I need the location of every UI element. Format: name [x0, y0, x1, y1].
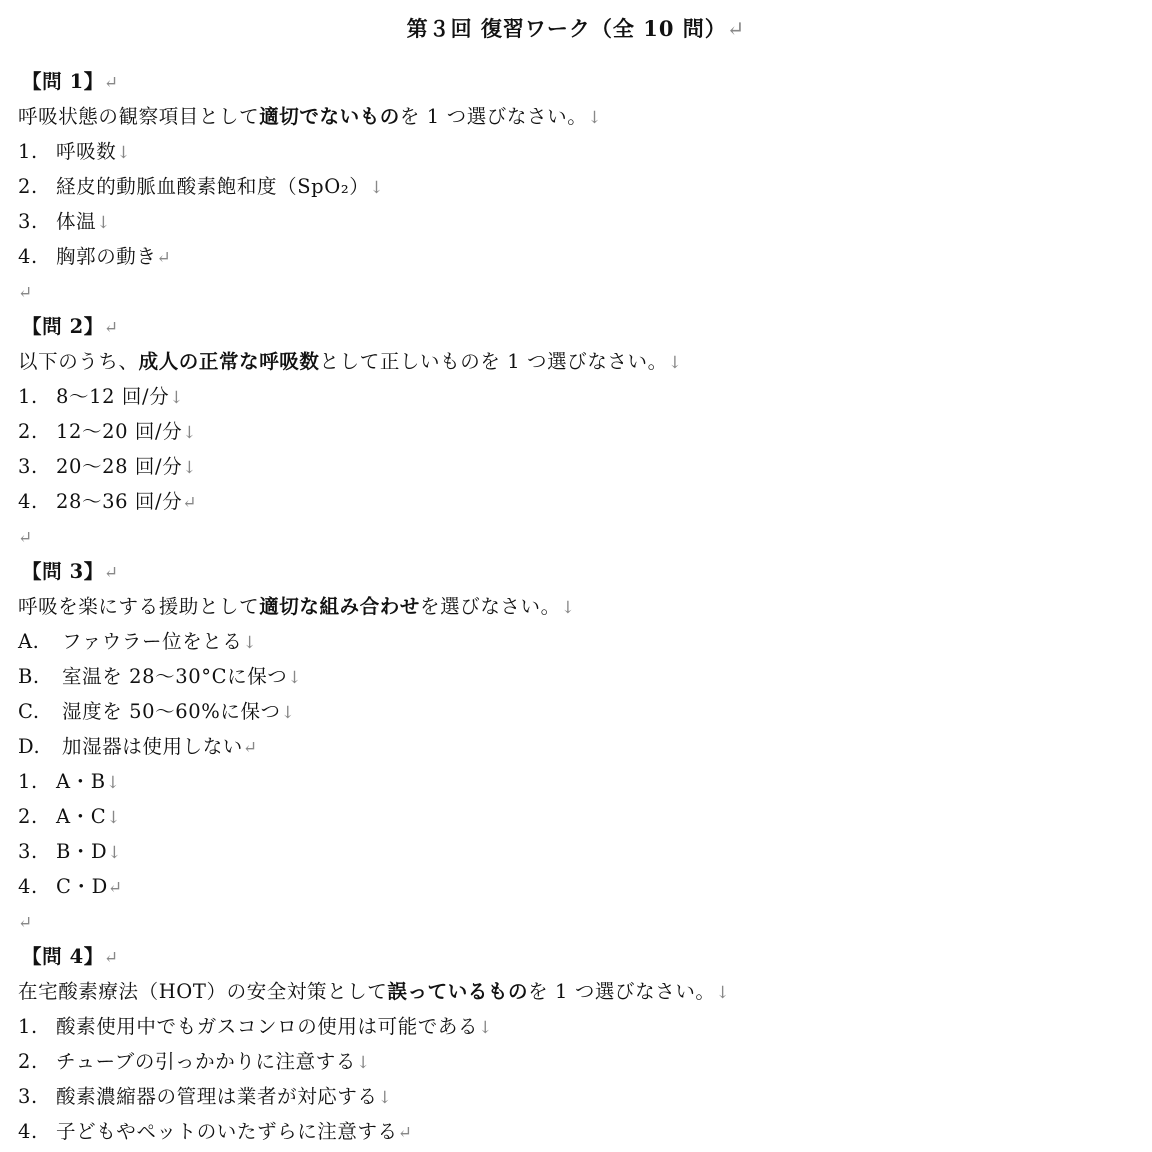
- statement-text: ファウラー位をとる: [62, 630, 243, 653]
- option-number: 3.: [18, 210, 38, 233]
- linebreak-mark: ↓: [478, 1018, 493, 1038]
- statement-label: C.: [18, 700, 40, 723]
- q4-option: [18, 1082, 392, 1112]
- paragraph-mark: ↵: [242, 738, 258, 758]
- option-text: 体温: [56, 210, 97, 233]
- option-text: 呼吸数: [56, 140, 117, 163]
- q3-heading: [22, 557, 119, 587]
- q4-option: [18, 1047, 371, 1077]
- q4-stem: [18, 977, 730, 1007]
- q3-stem: [18, 592, 576, 622]
- q3-heading-text: 【問 3】: [22, 560, 104, 583]
- option-number: 2.: [18, 175, 38, 198]
- q1-stem-emphasis: 適切でないもの: [259, 105, 400, 128]
- option-text: 胸郭の動き: [56, 245, 157, 268]
- q2-heading: [22, 312, 119, 342]
- option-text: 8〜12 回/分: [56, 385, 170, 408]
- q4-stem-pre: 在宅酸素療法（HOT）の安全対策として: [18, 980, 388, 1003]
- q2-option: [18, 487, 197, 517]
- paragraph-mark: ↵: [18, 528, 33, 548]
- q3-option: [18, 837, 122, 867]
- q2-option: [18, 417, 197, 447]
- option-text: 酸素濃縮器の管理は業者が対応する: [56, 1085, 378, 1108]
- q3-option: [18, 767, 121, 797]
- linebreak-mark: ↓: [715, 983, 731, 1003]
- q4-heading-text: 【問 4】: [22, 945, 104, 968]
- option-text: 12〜20 回/分: [56, 420, 183, 443]
- q1-heading: [22, 67, 119, 97]
- linebreak-mark: ↓: [96, 213, 112, 233]
- empty-paragraph: [18, 277, 33, 307]
- q2-stem-emphasis: 成人の正常な呼吸数: [138, 350, 320, 373]
- linebreak-mark: ↓: [377, 1088, 393, 1108]
- q1-stem: [18, 102, 602, 132]
- paragraph-mark: ↵: [397, 1123, 413, 1143]
- option-text: B・D: [56, 840, 108, 863]
- option-text: 28〜36 回/分: [56, 490, 183, 513]
- option-number: 4.: [18, 245, 38, 268]
- option-text: 20〜28 回/分: [56, 455, 183, 478]
- paragraph-mark: ↵: [18, 283, 33, 303]
- option-number: 3.: [18, 455, 38, 478]
- linebreak-mark: ↓: [182, 458, 198, 478]
- statement-label: A.: [18, 630, 40, 653]
- linebreak-mark: ↓: [106, 808, 122, 828]
- option-number: 3.: [18, 840, 38, 863]
- linebreak-mark: ↓: [587, 108, 603, 128]
- paragraph-mark: ↵: [103, 948, 119, 968]
- q4-option: [18, 1012, 493, 1042]
- q2-option: [18, 382, 184, 412]
- linebreak-mark: ↓: [560, 598, 576, 618]
- linebreak-mark: ↓: [355, 1053, 371, 1073]
- statement-label: B.: [18, 665, 40, 688]
- linebreak-mark: ↓: [169, 388, 185, 408]
- linebreak-mark: ↓: [105, 773, 121, 793]
- linebreak-mark: ↓: [182, 423, 198, 443]
- option-text: 経皮的動脈血酸素飽和度（SpO₂）: [56, 175, 370, 198]
- q3-stem-emphasis: 適切な組み合わせ: [259, 595, 421, 618]
- q3-statement: [18, 627, 257, 657]
- q1-option: [18, 242, 171, 272]
- q4-heading: [22, 942, 119, 972]
- option-text: 子どもやペットのいたずらに注意する: [56, 1120, 398, 1143]
- q2-heading-text: 【問 2】: [22, 315, 104, 338]
- q3-statement: [18, 697, 296, 727]
- q2-stem-post: として正しいものを 1 つ選びなさい。: [319, 350, 668, 373]
- option-number: 2.: [18, 805, 38, 828]
- linebreak-mark: ↓: [369, 178, 385, 198]
- linebreak-mark: ↓: [280, 703, 296, 723]
- option-number: 4.: [18, 490, 38, 513]
- q4-option: [18, 1117, 413, 1147]
- paragraph-mark: ↵: [103, 563, 119, 583]
- q4-stem-post: を 1 つ選びなさい。: [528, 980, 716, 1003]
- q3-stem-pre: 呼吸を楽にする援助として: [18, 595, 260, 618]
- statement-label: D.: [18, 735, 41, 758]
- q4-stem-emphasis: 誤っているもの: [387, 980, 529, 1003]
- linebreak-mark: ↓: [242, 633, 258, 653]
- option-text: A・C: [56, 805, 107, 828]
- statement-text: 加湿器は使用しない: [62, 735, 243, 758]
- statement-text: 室温を 28〜30°Cに保つ: [62, 665, 288, 688]
- empty-paragraph: [18, 522, 33, 552]
- q3-option: [18, 802, 121, 832]
- option-number: 1.: [18, 140, 38, 163]
- linebreak-mark: ↓: [116, 143, 132, 163]
- option-number: 4.: [18, 875, 38, 898]
- linebreak-mark: ↓: [107, 843, 123, 863]
- paragraph-mark: ↵: [103, 318, 119, 338]
- option-number: 1.: [18, 385, 38, 408]
- option-text: C・D: [56, 875, 108, 898]
- paragraph-mark: ↵: [182, 493, 198, 513]
- linebreak-mark: ↓: [667, 353, 683, 373]
- q1-option: [18, 172, 384, 202]
- option-text: 酸素使用中でもガスコンロの使用は可能である: [56, 1015, 479, 1038]
- paragraph-mark: ↵: [107, 878, 123, 898]
- option-number: 2.: [18, 1050, 38, 1073]
- paragraph-mark: ↵: [18, 913, 33, 933]
- option-text: A・B: [56, 770, 106, 793]
- option-number: 4.: [18, 1120, 38, 1143]
- q2-option: [18, 452, 197, 482]
- option-number: 2.: [18, 420, 38, 443]
- option-number: 3.: [18, 1085, 38, 1108]
- q1-heading-text: 【問 1】: [22, 70, 104, 93]
- paragraph-mark: ↵: [103, 73, 119, 93]
- linebreak-mark: ↓: [287, 668, 303, 688]
- q1-option: [18, 207, 111, 237]
- q3-stem-post: を選びなさい。: [420, 595, 561, 618]
- q3-option: [18, 872, 123, 902]
- q3-statement: [18, 732, 258, 762]
- q2-stem: [18, 347, 683, 377]
- paragraph-mark: ↵: [156, 248, 172, 268]
- statement-text: 湿度を 50〜60%に保つ: [62, 700, 281, 723]
- q1-option: [18, 137, 131, 167]
- worksheet-title: [0, 14, 1152, 44]
- q1-stem-pre: 呼吸状態の観察項目として: [18, 105, 260, 128]
- option-number: 1.: [18, 1015, 38, 1038]
- q3-statement: [18, 662, 302, 692]
- q2-stem-pre: 以下のうち、: [18, 350, 139, 373]
- option-text: チューブの引っかかりに注意する: [56, 1050, 356, 1073]
- title-text: 第３回 復習ワーク（全 10 問）: [406, 16, 727, 41]
- option-number: 1.: [18, 770, 38, 793]
- paragraph-mark: ↵: [726, 17, 746, 41]
- empty-paragraph: [18, 907, 33, 937]
- q1-stem-post: を 1 つ選びなさい。: [399, 105, 588, 128]
